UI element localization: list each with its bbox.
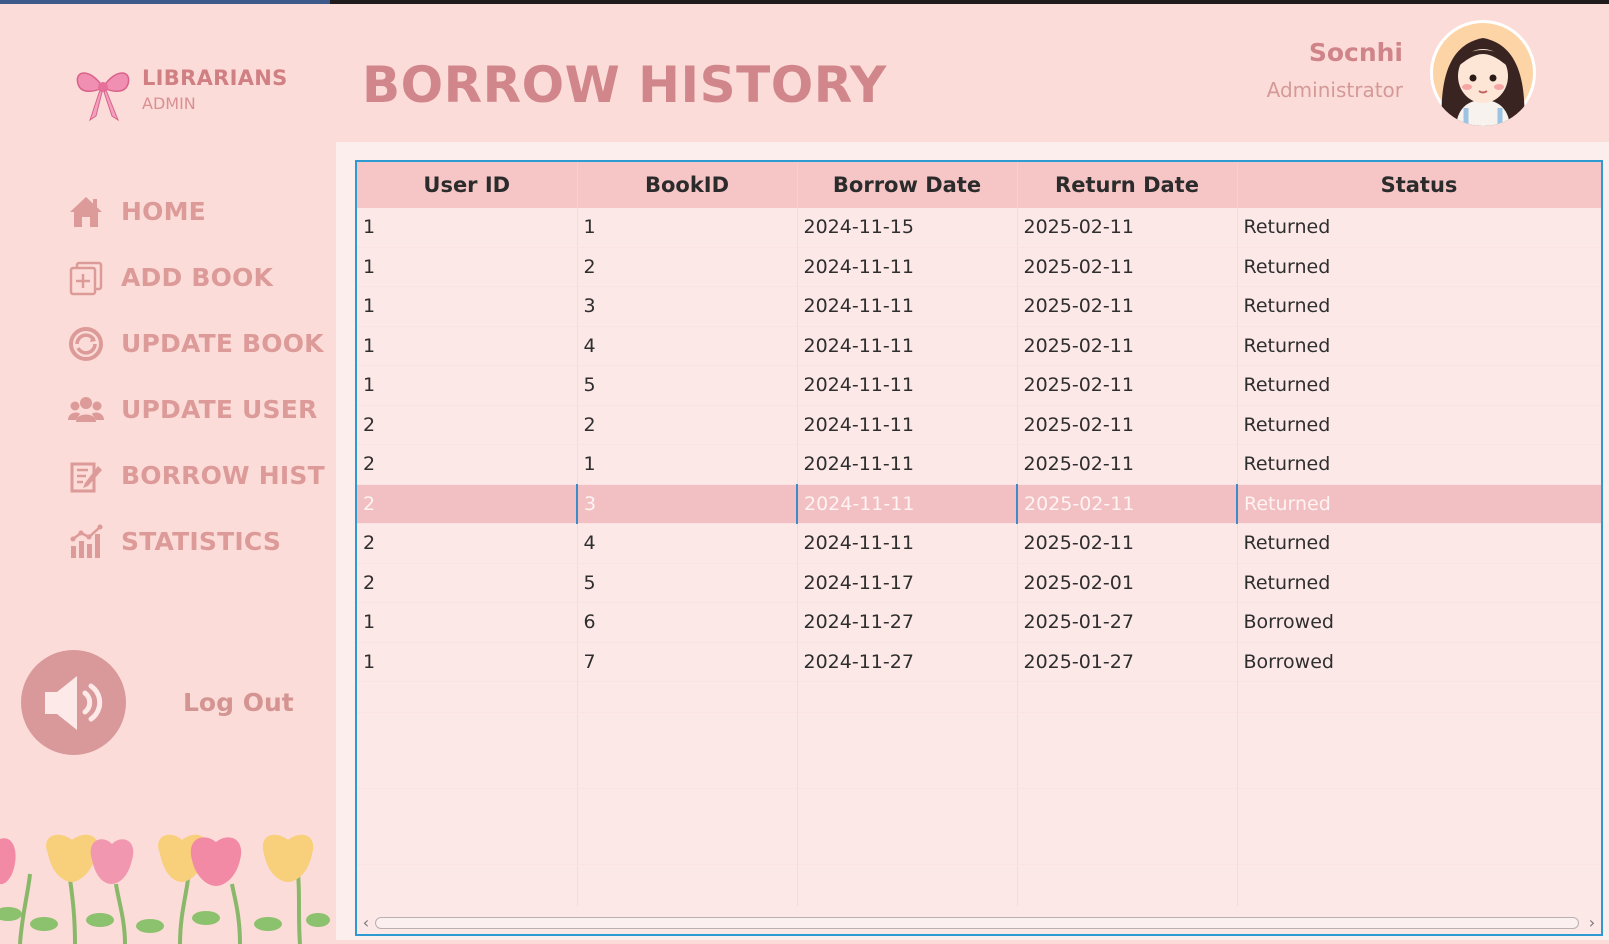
table-row[interactable] (357, 563, 1601, 603)
chart-icon (68, 524, 104, 560)
cell-return-date[interactable]: 2025-02-11 (1017, 524, 1237, 564)
flower-decoration-icon (0, 834, 336, 944)
cell-borrow-date[interactable]: 2024-11-11 (797, 287, 1017, 327)
cell-return-date[interactable]: 2025-02-11 (1017, 484, 1237, 524)
sidebar-item-statistics[interactable] (66, 520, 326, 564)
column-header-user-id[interactable]: User ID (357, 162, 577, 208)
table-row[interactable] (357, 247, 1601, 287)
table-row[interactable] (357, 484, 1601, 524)
cell-return-date[interactable]: 2025-02-11 (1017, 405, 1237, 445)
cell-status[interactable]: Returned (1237, 563, 1601, 603)
cell-book-id[interactable]: 4 (577, 326, 797, 366)
page-title: BORROW HISTORY (362, 56, 887, 114)
column-header-status[interactable]: Status (1237, 162, 1601, 208)
table-row[interactable] (357, 405, 1601, 445)
cell-borrow-date[interactable]: 2024-11-11 (797, 326, 1017, 366)
cell-return-date[interactable]: 2025-02-11 (1017, 247, 1237, 287)
sidebar-item-label: HOME (121, 197, 206, 226)
cell-borrow-date[interactable]: 2024-11-27 (797, 642, 1017, 682)
sidebar-item-borrow-hist[interactable] (66, 454, 326, 498)
cell-book-id[interactable]: 6 (577, 603, 797, 643)
table-row[interactable] (357, 287, 1601, 327)
cell-return-date[interactable]: 2025-02-11 (1017, 287, 1237, 327)
avatar[interactable] (1430, 20, 1536, 126)
cell-borrow-date[interactable]: 2024-11-27 (797, 603, 1017, 643)
cell-return-date[interactable]: 2025-02-11 (1017, 326, 1237, 366)
cell-borrow-date[interactable]: 2024-11-17 (797, 563, 1017, 603)
sidebar-item-label: ADD BOOK (121, 263, 274, 292)
bow-logo-icon (72, 62, 134, 122)
cell-book-id[interactable]: 5 (577, 563, 797, 603)
column-header-borrow-date[interactable]: Borrow Date (797, 162, 1017, 208)
speaker-icon (21, 650, 126, 755)
column-header-book-id[interactable]: BookID (577, 162, 797, 208)
table-row[interactable] (357, 445, 1601, 485)
cell-return-date[interactable]: 2025-02-01 (1017, 563, 1237, 603)
cell-book-id[interactable]: 3 (577, 287, 797, 327)
history-icon (68, 458, 104, 494)
cell-user-id[interactable]: 2 (357, 524, 577, 564)
cell-status[interactable]: Returned (1237, 208, 1601, 247)
scroll-left-icon[interactable]: ‹ (362, 913, 370, 932)
sidebar-item-add-book[interactable] (66, 256, 326, 300)
cell-book-id[interactable]: 1 (577, 445, 797, 485)
home-icon (68, 194, 104, 230)
cell-book-id[interactable]: 1 (577, 208, 797, 247)
borrow-history-table[interactable] (355, 160, 1603, 936)
cell-user-id[interactable]: 1 (357, 642, 577, 682)
cell-return-date[interactable]: 2025-01-27 (1017, 642, 1237, 682)
cell-status[interactable]: Returned (1237, 247, 1601, 287)
scrollbar-thumb[interactable] (375, 917, 1579, 929)
sidebar-item-update-book[interactable] (66, 322, 326, 366)
update-icon (68, 326, 104, 362)
cell-user-id[interactable]: 1 (357, 603, 577, 643)
cell-status[interactable]: Returned (1237, 484, 1601, 524)
cell-status[interactable]: Returned (1237, 326, 1601, 366)
sidebar-item-label: UPDATE BOOK (121, 329, 324, 358)
brand-title: LIBRARIANS (142, 66, 288, 90)
sidebar-item-label: UPDATE USER (121, 395, 318, 424)
user-role: Administrator (1266, 78, 1403, 102)
user-name: Socnhi (1308, 38, 1403, 67)
cell-borrow-date[interactable]: 2024-11-11 (797, 445, 1017, 485)
cell-borrow-date[interactable]: 2024-11-15 (797, 208, 1017, 247)
cell-status[interactable]: Borrowed (1237, 642, 1601, 682)
cell-book-id[interactable]: 7 (577, 642, 797, 682)
cell-user-id[interactable]: 2 (357, 563, 577, 603)
sidebar-item-label: BORROW HIST (121, 461, 325, 490)
sidebar-item-update-user[interactable] (66, 388, 326, 432)
table-header-row (357, 162, 1601, 208)
cell-user-id[interactable]: 2 (357, 445, 577, 485)
cell-borrow-date[interactable]: 2024-11-11 (797, 405, 1017, 445)
cell-status[interactable]: Returned (1237, 287, 1601, 327)
table-body (357, 208, 1601, 682)
cell-user-id[interactable]: 1 (357, 287, 577, 327)
table-row[interactable] (357, 366, 1601, 406)
brand-subtitle: ADMIN (142, 94, 196, 113)
sound-toggle-button[interactable] (21, 650, 126, 755)
avatar-portrait-icon (1430, 20, 1536, 126)
table-row[interactable] (357, 326, 1601, 366)
cell-user-id[interactable]: 2 (357, 405, 577, 445)
add-book-icon (68, 260, 104, 296)
scroll-right-icon[interactable]: › (1588, 913, 1596, 932)
cell-return-date[interactable]: 2025-02-11 (1017, 445, 1237, 485)
cell-return-date[interactable]: 2025-02-11 (1017, 208, 1237, 247)
cell-user-id[interactable]: 2 (357, 484, 577, 524)
table (357, 162, 1602, 682)
empty-table-area (357, 674, 1601, 894)
cell-book-id[interactable]: 2 (577, 247, 797, 287)
sidebar (0, 4, 336, 940)
cell-book-id[interactable]: 2 (577, 405, 797, 445)
cell-user-id[interactable]: 1 (357, 366, 577, 406)
horizontal-scrollbar[interactable] (357, 912, 1601, 934)
cell-borrow-date[interactable]: 2024-11-11 (797, 366, 1017, 406)
cell-book-id[interactable]: 4 (577, 524, 797, 564)
cell-book-id[interactable]: 3 (577, 484, 797, 524)
cell-status[interactable]: Borrowed (1237, 603, 1601, 643)
column-header-return-date[interactable]: Return Date (1017, 162, 1237, 208)
cell-status[interactable]: Returned (1237, 524, 1601, 564)
cell-user-id[interactable]: 1 (357, 247, 577, 287)
cell-status[interactable]: Returned (1237, 366, 1601, 406)
cell-status[interactable]: Returned (1237, 405, 1601, 445)
cell-borrow-date[interactable]: 2024-11-11 (797, 484, 1017, 524)
sidebar-item-label: STATISTICS (121, 527, 282, 556)
users-icon (68, 392, 104, 428)
table-row[interactable] (357, 603, 1601, 643)
sidebar-item-home[interactable] (66, 190, 326, 234)
cell-user-id[interactable]: 1 (357, 208, 577, 247)
brand (72, 60, 332, 124)
table-row[interactable] (357, 208, 1601, 247)
table-row[interactable] (357, 524, 1601, 564)
cell-book-id[interactable]: 5 (577, 366, 797, 406)
cell-status[interactable]: Returned (1237, 445, 1601, 485)
cell-return-date[interactable]: 2025-01-27 (1017, 603, 1237, 643)
cell-borrow-date[interactable]: 2024-11-11 (797, 524, 1017, 564)
cell-user-id[interactable]: 1 (357, 326, 577, 366)
logout-button[interactable]: Log Out (183, 688, 294, 717)
cell-borrow-date[interactable]: 2024-11-11 (797, 247, 1017, 287)
cell-return-date[interactable]: 2025-02-11 (1017, 366, 1237, 406)
